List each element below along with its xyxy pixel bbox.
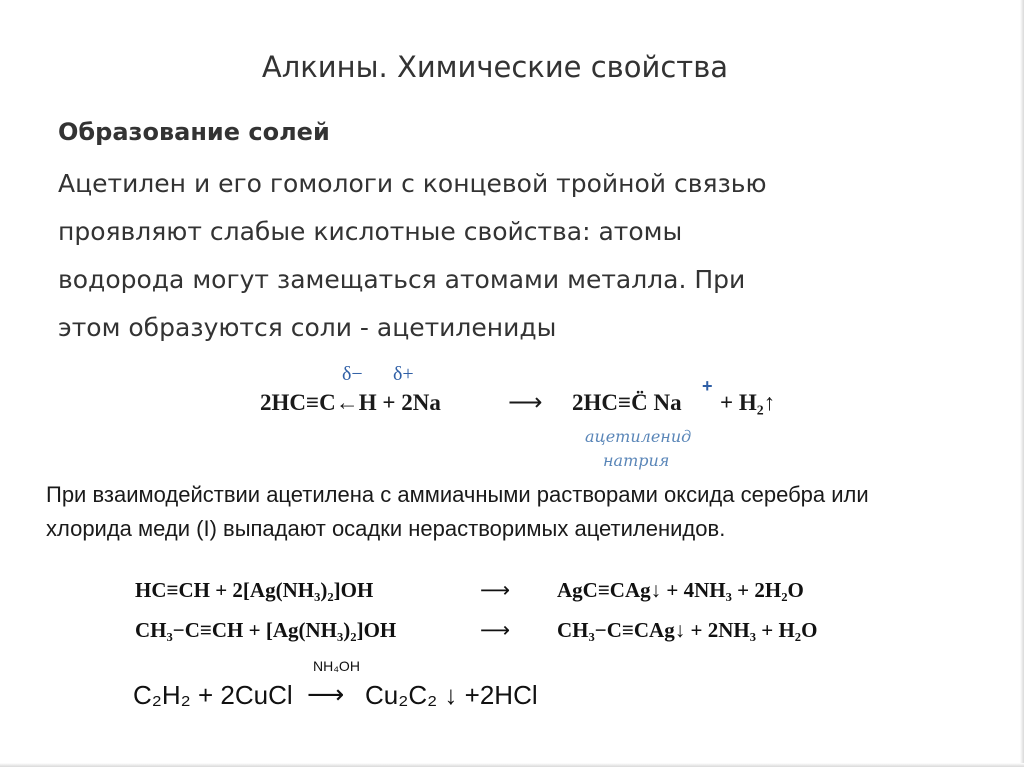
reaction-right: AgC≡CAg↓ + 4NH₃ + 2H₂O xyxy=(557,578,804,602)
delta-minus-label: δ− xyxy=(342,363,363,385)
paragraph-line: Ацетилен и его гомологи с концевой тройной связью xyxy=(58,169,767,198)
equation-hydrogen-product: + H₂↑ xyxy=(720,390,776,415)
reaction-left: HC≡CH + 2[Ag(NH₃)₂]OH xyxy=(135,578,374,602)
section-subtitle: Образование солей xyxy=(58,118,330,146)
paragraph-line: этом образуются соли - ацетилениды xyxy=(58,313,557,342)
slide-edge-shadow xyxy=(1020,0,1024,767)
paragraph-line: При взаимодействии ацетилена с аммиачными растворами оксида серебра или xyxy=(46,482,869,507)
catalyst-label: NH₄OH xyxy=(313,658,360,674)
product-label-line2: натрия xyxy=(603,451,670,470)
reaction-left: CH₃−C≡CH + [Ag(NH₃)₂]OH xyxy=(135,618,397,642)
paragraph-line: проявляют слабые кислотные свойства: атомы xyxy=(58,217,683,246)
equation-left-side: 2HC≡C←H + 2Na xyxy=(260,390,441,415)
positive-charge: + xyxy=(702,376,713,396)
delta-plus-label: δ+ xyxy=(393,363,414,385)
intro-paragraph xyxy=(58,160,978,352)
reaction-arrow: ⟶ xyxy=(307,680,345,710)
reaction-right: CH₃−C≡CAg↓ + 2NH₃ + H₂O xyxy=(557,618,818,642)
paragraph-line: водорода могут замещаться атомами металла. При xyxy=(58,265,746,294)
silver-copper-acetylide-block xyxy=(40,478,1000,733)
paragraph-line: хлорида меди (I) выпадают осадки нерастворимых ацетиленидов. xyxy=(46,516,726,541)
sodium-acetylide-equation xyxy=(250,358,810,473)
product-label-line1: ацетиленид xyxy=(585,427,692,446)
reaction-left: C₂H₂ + 2CuCl xyxy=(133,680,293,710)
reaction-arrow: ⟶ xyxy=(480,578,511,602)
reaction-arrow: ⟶ xyxy=(480,618,511,642)
reaction-right: Cu₂C₂ ↓ +2HCl xyxy=(365,680,538,710)
slide-edge-shadow-bottom xyxy=(0,763,1024,767)
precipitation-paragraph xyxy=(46,478,1000,546)
reaction-arrow: ⟶ xyxy=(508,388,543,416)
equation-product: 2HC≡C̈ Na xyxy=(572,390,682,415)
slide-title: Алкины. Химические свойства xyxy=(261,50,729,84)
equation-svg xyxy=(250,358,810,473)
